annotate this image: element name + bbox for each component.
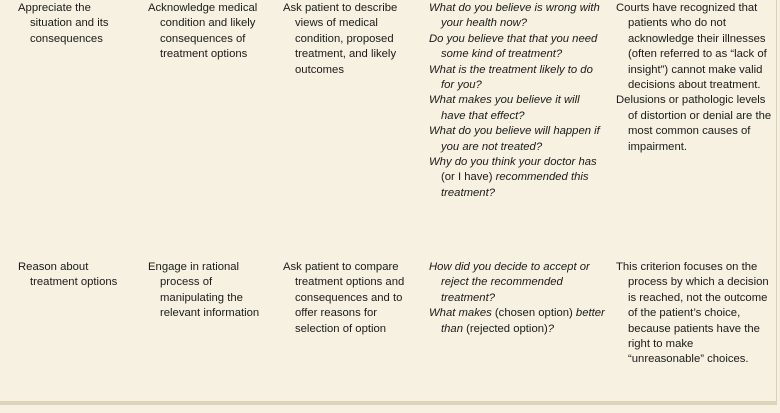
question-text: recommended this treatment?: [441, 171, 589, 199]
comment-paragraph: This criterion focuses on the process by which a decision is reached, not the outcome of the patient’s choice, because patients have the right to make “unreasonable” choices.: [616, 261, 769, 366]
question-item: What is the treatment likely to do for you?: [429, 63, 593, 92]
comments-cell: [616, 260, 772, 368]
physician-approach-cell: [283, 260, 415, 337]
question-item: What makes you believe it will have that effect?: [429, 94, 580, 122]
questions-cell: [429, 260, 605, 337]
question-item: What do you believe will happen if you are not treated?: [429, 125, 600, 153]
question-aside: (rejected option): [466, 322, 548, 335]
question-item: [429, 306, 605, 337]
question-text: What makes: [429, 307, 495, 320]
physician-approach-cell: [283, 1, 415, 78]
table-row: [0, 258, 776, 401]
patient-task-text: Acknowledge medical condition and likely consequences of treatment options: [148, 2, 258, 61]
comment-paragraph: Delusions or pathologic levels of distortion or denial are the most common causes of impairment.: [616, 94, 772, 153]
question-item: Do you believe that that you need some kind of treatment?: [429, 32, 598, 61]
patient-task-text: Engage in rational process of manipulating the relevant information: [148, 261, 260, 320]
criterion-text: Appreciate the situation and its consequences: [18, 2, 109, 45]
question-item: [429, 155, 605, 201]
comment-paragraph: Courts have recognized that patients who do not acknowledge their illnesses (often referred to as “lack of insight”) cannot make valid decisions about treatment.: [616, 2, 767, 92]
question-text: ?: [547, 322, 555, 335]
physician-approach-text: Ask patient to describe views of medical condition, proposed treatment, and likely outcomes: [283, 2, 398, 76]
physician-approach-text: Ask patient to compare treatment options and consequences and to offer reasons for selection of option: [283, 261, 405, 335]
question-item: How did you decide to accept or reject the recommended treatment?: [429, 261, 590, 304]
question-item: What do you believe is wrong with your health now?: [429, 2, 600, 30]
question-text: Why do you think your doctor has: [429, 156, 597, 169]
question-aside: (or I have): [441, 171, 493, 184]
question-text: better than: [441, 307, 605, 335]
patient-task-cell: [148, 260, 270, 322]
comments-cell: [616, 1, 772, 155]
criterion-text: Reason about treatment options: [18, 261, 118, 289]
patient-task-cell: [148, 1, 270, 63]
question-aside: (chosen option): [494, 307, 573, 320]
criterion-cell: [18, 1, 134, 47]
questions-cell: [429, 1, 605, 201]
criterion-cell: [18, 260, 134, 291]
